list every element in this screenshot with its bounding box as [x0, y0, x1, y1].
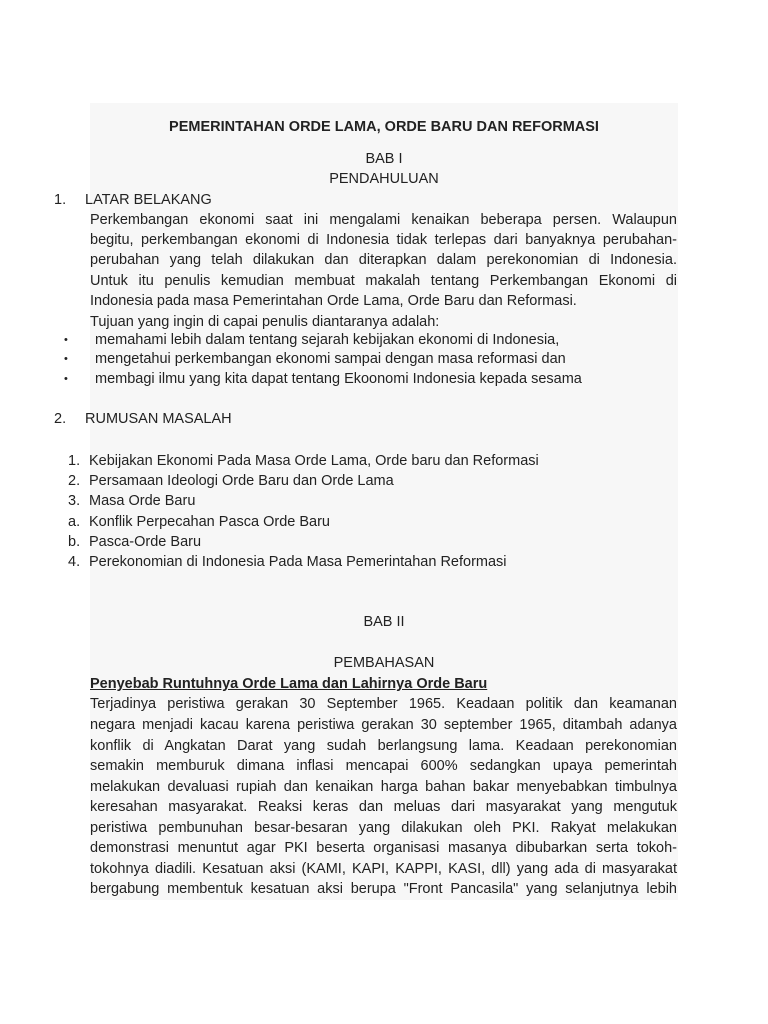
- objectives-intro: Tujuan yang ingin di capai penulis diantaranya adalah:: [90, 314, 440, 330]
- list-item: Konflik Perpecahan Pasca Orde Baru: [89, 514, 330, 530]
- list-marker: a.: [68, 514, 81, 530]
- section1-heading: LATAR BELAKANG: [85, 192, 212, 208]
- list-marker: 1.: [68, 453, 81, 469]
- list-marker: 3.: [68, 493, 81, 509]
- paragraph-line: Untuk itu penulis kemudian membuat makalah tentang Perkembangan Ekonomi di: [90, 273, 677, 289]
- list-item: Perekonomian di Indonesia Pada Masa Pemerintahan Reformasi: [89, 554, 507, 570]
- section2-number: 2.: [54, 411, 67, 427]
- list-marker: b.: [68, 534, 81, 550]
- bab2-label: BAB II: [363, 614, 405, 630]
- bullet-icon: •: [64, 353, 68, 365]
- list-item: Masa Orde Baru: [89, 493, 196, 509]
- bab1-heading: PENDAHULUAN: [329, 171, 439, 187]
- paragraph-line: Indonesia pada masa Pemerintahan Orde Lama, Orde Baru dan Reformasi.: [90, 293, 577, 309]
- list-marker: 2.: [68, 473, 81, 489]
- paragraph-line: perubahan yang telah dilakukan dan diterapkan dalam perekonomian di Indonesia.: [90, 252, 677, 268]
- list-item: Persamaan Ideologi Orde Baru dan Orde Lama: [89, 473, 394, 489]
- list-item: mengetahui perkembangan ekonomi sampai dengan masa reformasi dan: [95, 351, 566, 367]
- bab2-heading: PEMBAHASAN: [333, 655, 435, 671]
- paragraph-line: tokohnya diadili. Kesatuan aksi (KAMI, KAPI, KAPPI, KASI, dll) yang ada di masyarakat: [90, 861, 677, 877]
- list-item: memahami lebih dalam tentang sejarah kebijakan ekonomi di Indonesia,: [95, 332, 560, 348]
- bullet-icon: •: [64, 373, 68, 385]
- section2-heading: RUMUSAN MASALAH: [85, 411, 232, 427]
- bullet-icon: •: [64, 334, 68, 346]
- paragraph-line: demonstrasi menuntut agar PKI beserta organisasi masanya dibubarkan serta tokoh-: [90, 840, 677, 856]
- paragraph-line: konflik di Angkatan Darat yang sudah berlangsung lama. Keadaan perekonomian: [90, 738, 677, 754]
- paragraph-line: peristiwa pembunuhan besar-besaran yang dilakukan oleh PKI. Rakyat melakukan: [90, 820, 677, 836]
- bab1-label: BAB I: [365, 151, 403, 167]
- section1-number: 1.: [54, 192, 67, 208]
- list-item: Pasca-Orde Baru: [89, 534, 202, 550]
- paragraph-line: Perkembangan ekonomi saat ini mengalami kenaikan beberapa persen. Walaupun: [90, 212, 677, 228]
- paragraph-line: melakukan devaluasi rupiah dan kenaikan harga bahan bakar menyebabkan timbulnya: [90, 779, 677, 795]
- paragraph-line: semakin memburuk dimana inflasi mencapai 600% sedangkan upaya pemerintah: [90, 758, 677, 774]
- paragraph-line: keresahan masyarakat. Reaksi keras dan meluas dari masyarakat yang mengutuk: [90, 799, 677, 815]
- list-item: membagi ilmu yang kita dapat tentang Ekoonomi Indonesia kepada sesama: [95, 371, 582, 387]
- document-title: PEMERINTAHAN ORDE LAMA, ORDE BARU DAN REFORMASI: [169, 119, 599, 135]
- paragraph-line: negara menjadi kacau karena peristiwa gerakan 30 september 1965, ditambah adanya: [90, 717, 677, 733]
- list-item: Kebijakan Ekonomi Pada Masa Orde Lama, Orde baru dan Reformasi: [89, 453, 539, 469]
- paragraph-line: bergabung membentuk kesatuan aksi berupa "Front Pancasila" yang selanjutnya lebih: [90, 881, 677, 897]
- subsection-heading: Penyebab Runtuhnya Orde Lama dan Lahirnya Orde Baru: [90, 676, 488, 692]
- list-marker: 4.: [68, 554, 81, 570]
- paragraph-line: begitu, perkembangan ekonomi di Indonesia tidak terlepas dari banyaknya perubahan-: [90, 232, 677, 248]
- paragraph-line: Terjadinya peristiwa gerakan 30 September 1965. Keadaan politik dan keamanan: [90, 696, 677, 712]
